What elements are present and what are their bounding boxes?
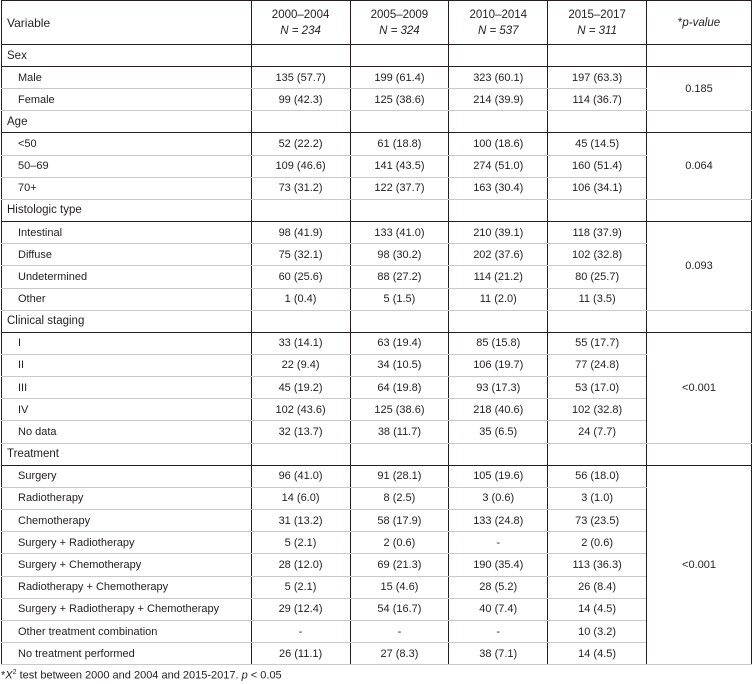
table-row <box>2 266 752 288</box>
value-cell: 29 (12.4) <box>251 598 350 620</box>
variable-header: Variable <box>2 1 252 45</box>
row-label: II <box>2 354 252 376</box>
value-cell: 122 (37.7) <box>350 177 449 199</box>
header-row <box>2 1 752 45</box>
value-cell: 11 (2.0) <box>449 288 548 310</box>
row-label: Chemotherapy <box>2 510 252 532</box>
blank-cell <box>251 199 350 221</box>
value-cell: 38 (11.7) <box>350 421 449 443</box>
pvalue-cell: <0.001 <box>647 465 752 665</box>
value-cell: 133 (24.8) <box>449 510 548 532</box>
blank-cell <box>251 310 350 332</box>
table-row <box>2 643 752 665</box>
value-cell: 102 (32.8) <box>548 244 647 266</box>
value-cell: 28 (5.2) <box>449 576 548 598</box>
value-cell: 35 (6.5) <box>449 421 548 443</box>
value-cell: 14 (4.5) <box>548 643 647 665</box>
value-cell: 60 (25.6) <box>251 266 350 288</box>
row-label: Male <box>2 67 252 89</box>
section-row <box>2 199 752 221</box>
value-cell: 24 (7.7) <box>548 421 647 443</box>
blank-cell <box>548 310 647 332</box>
row-label: Surgery + Radiotherapy + Chemotherapy <box>2 598 252 620</box>
blank-cell <box>350 45 449 67</box>
table-row <box>2 554 752 576</box>
table-row <box>2 67 752 89</box>
value-cell: 34 (10.5) <box>350 354 449 376</box>
period-header: 2000–2004 N = 234 <box>251 1 350 45</box>
period-header: 2015–2017 N = 311 <box>548 1 647 45</box>
value-cell: 52 (22.2) <box>251 133 350 155</box>
value-cell: 28 (12.0) <box>251 554 350 576</box>
table-row <box>2 354 752 376</box>
row-label: Surgery + Chemotherapy <box>2 554 252 576</box>
section-title: Age <box>2 111 252 133</box>
table-row <box>2 288 752 310</box>
table-row <box>2 244 752 266</box>
value-cell: 141 (43.5) <box>350 155 449 177</box>
section-row <box>2 443 752 465</box>
value-cell: 8 (2.5) <box>350 487 449 509</box>
table-row <box>2 487 752 509</box>
table-row <box>2 421 752 443</box>
value-cell: 125 (38.6) <box>350 89 449 111</box>
value-cell: 274 (51.0) <box>449 155 548 177</box>
value-cell: 218 (40.6) <box>449 399 548 421</box>
value-cell: 63 (19.4) <box>350 332 449 354</box>
value-cell: 323 (60.1) <box>449 67 548 89</box>
value-cell: 53 (17.0) <box>548 377 647 399</box>
row-label: IV <box>2 399 252 421</box>
value-cell: 15 (4.6) <box>350 576 449 598</box>
blank-cell <box>251 111 350 133</box>
value-cell: 73 (31.2) <box>251 177 350 199</box>
value-cell: 214 (39.9) <box>449 89 548 111</box>
row-label: Other treatment combination <box>2 620 252 642</box>
blank-cell <box>548 45 647 67</box>
table-row <box>2 532 752 554</box>
section-title: Treatment <box>2 443 252 465</box>
table-row <box>2 399 752 421</box>
value-cell: 133 (41.0) <box>350 221 449 243</box>
value-cell: 102 (32.8) <box>548 399 647 421</box>
blank-cell <box>350 443 449 465</box>
value-cell: 98 (41.9) <box>251 221 350 243</box>
row-label: <50 <box>2 133 252 155</box>
blank-cell <box>350 199 449 221</box>
value-cell: 190 (35.4) <box>449 554 548 576</box>
blank-cell <box>647 45 752 67</box>
value-cell: 210 (39.1) <box>449 221 548 243</box>
value-cell: 64 (19.8) <box>350 377 449 399</box>
row-label: Surgery <box>2 465 252 487</box>
pvalue-cell: 0.185 <box>647 67 752 111</box>
section-title: Histologic type <box>2 199 252 221</box>
blank-cell <box>251 443 350 465</box>
value-cell: 202 (37.6) <box>449 244 548 266</box>
value-cell: 5 (2.1) <box>251 576 350 598</box>
value-cell: 3 (1.0) <box>548 487 647 509</box>
table-row <box>2 133 752 155</box>
blank-cell <box>548 443 647 465</box>
value-cell: 96 (41.0) <box>251 465 350 487</box>
value-cell: 61 (18.8) <box>350 133 449 155</box>
value-cell: 91 (28.1) <box>350 465 449 487</box>
section-row <box>2 310 752 332</box>
section-title: Sex <box>2 45 252 67</box>
value-cell: 26 (8.4) <box>548 576 647 598</box>
blank-cell <box>548 111 647 133</box>
row-label: Radiotherapy + Chemotherapy <box>2 576 252 598</box>
table-row <box>2 89 752 111</box>
blank-cell <box>350 111 449 133</box>
blank-cell <box>647 310 752 332</box>
value-cell: 135 (57.7) <box>251 67 350 89</box>
pvalue-cell: 0.093 <box>647 221 752 310</box>
value-cell: 2 (0.6) <box>350 532 449 554</box>
value-cell: 31 (13.2) <box>251 510 350 532</box>
value-cell: 114 (21.2) <box>449 266 548 288</box>
value-cell: 160 (51.4) <box>548 155 647 177</box>
value-cell: 27 (8.3) <box>350 643 449 665</box>
value-cell: 163 (30.4) <box>449 177 548 199</box>
value-cell: 11 (3.5) <box>548 288 647 310</box>
row-label: I <box>2 332 252 354</box>
value-cell: 197 (63.3) <box>548 67 647 89</box>
section-row <box>2 45 752 67</box>
value-cell: 99 (42.3) <box>251 89 350 111</box>
table-row <box>2 221 752 243</box>
row-label: Undetermined <box>2 266 252 288</box>
value-cell: - <box>449 620 548 642</box>
table-row <box>2 576 752 598</box>
footnote: $*X^2$ test between 2000 and 2004 and 2015-2017. p < 0.05 <box>1 669 282 682</box>
value-cell: 3 (0.6) <box>449 487 548 509</box>
blank-cell <box>350 310 449 332</box>
value-cell: 109 (46.6) <box>251 155 350 177</box>
value-cell: 1 (0.4) <box>251 288 350 310</box>
value-cell: 85 (15.8) <box>449 332 548 354</box>
value-cell: 10 (3.2) <box>548 620 647 642</box>
row-label: 70+ <box>2 177 252 199</box>
value-cell: 106 (34.1) <box>548 177 647 199</box>
value-cell: 55 (17.7) <box>548 332 647 354</box>
value-cell: 105 (19.6) <box>449 465 548 487</box>
value-cell: 75 (32.1) <box>251 244 350 266</box>
value-cell: - <box>449 532 548 554</box>
blank-cell <box>548 199 647 221</box>
value-cell: 5 (1.5) <box>350 288 449 310</box>
blank-cell <box>449 443 548 465</box>
value-cell: 54 (16.7) <box>350 598 449 620</box>
value-cell: 58 (17.9) <box>350 510 449 532</box>
row-label: Female <box>2 89 252 111</box>
value-cell: 14 (6.0) <box>251 487 350 509</box>
table-row <box>2 377 752 399</box>
blank-cell <box>251 45 350 67</box>
value-cell: 118 (37.9) <box>548 221 647 243</box>
row-label: No data <box>2 421 252 443</box>
blank-cell <box>449 199 548 221</box>
value-cell: 22 (9.4) <box>251 354 350 376</box>
value-cell: 73 (23.5) <box>548 510 647 532</box>
value-cell: 113 (36.3) <box>548 554 647 576</box>
value-cell: 38 (7.1) <box>449 643 548 665</box>
table-row <box>2 177 752 199</box>
table-row <box>2 620 752 642</box>
row-label: Diffuse <box>2 244 252 266</box>
value-cell: 33 (14.1) <box>251 332 350 354</box>
period-header: 2005–2009 N = 324 <box>350 1 449 45</box>
table-row <box>2 465 752 487</box>
value-cell: 106 (19.7) <box>449 354 548 376</box>
table-row <box>2 332 752 354</box>
table-row <box>2 598 752 620</box>
blank-cell <box>449 45 548 67</box>
row-label: No treatment performed <box>2 643 252 665</box>
value-cell: 69 (21.3) <box>350 554 449 576</box>
row-label: Other <box>2 288 252 310</box>
value-cell: 125 (38.6) <box>350 399 449 421</box>
value-cell: 2 (0.6) <box>548 532 647 554</box>
value-cell: 32 (13.7) <box>251 421 350 443</box>
value-cell: 45 (19.2) <box>251 377 350 399</box>
value-cell: 88 (27.2) <box>350 266 449 288</box>
value-cell: 98 (30.2) <box>350 244 449 266</box>
value-cell: 5 (2.1) <box>251 532 350 554</box>
blank-cell <box>647 199 752 221</box>
section-title: Clinical staging <box>2 310 252 332</box>
row-label: Surgery + Radiotherapy <box>2 532 252 554</box>
value-cell: - <box>350 620 449 642</box>
data-table <box>1 0 752 665</box>
table-row <box>2 155 752 177</box>
row-label: Intestinal <box>2 221 252 243</box>
value-cell: 199 (61.4) <box>350 67 449 89</box>
row-label: 50–69 <box>2 155 252 177</box>
value-cell: 26 (11.1) <box>251 643 350 665</box>
value-cell: 100 (18.6) <box>449 133 548 155</box>
value-cell: 45 (14.5) <box>548 133 647 155</box>
blank-cell <box>647 111 752 133</box>
value-cell: - <box>251 620 350 642</box>
value-cell: 56 (18.0) <box>548 465 647 487</box>
table-row <box>2 510 752 532</box>
table-body <box>2 45 752 665</box>
pvalue-cell: <0.001 <box>647 332 752 443</box>
value-cell: 77 (24.8) <box>548 354 647 376</box>
section-row <box>2 111 752 133</box>
blank-cell <box>449 111 548 133</box>
blank-cell <box>647 443 752 465</box>
blank-cell <box>449 310 548 332</box>
pvalue-cell: 0.064 <box>647 133 752 200</box>
pvalue-header: *p-value <box>647 1 752 45</box>
value-cell: 80 (25.7) <box>548 266 647 288</box>
period-header: 2010–2014 N = 537 <box>449 1 548 45</box>
value-cell: 14 (4.5) <box>548 598 647 620</box>
row-label: III <box>2 377 252 399</box>
value-cell: 102 (43.6) <box>251 399 350 421</box>
row-label: Radiotherapy <box>2 487 252 509</box>
value-cell: 93 (17.3) <box>449 377 548 399</box>
value-cell: 40 (7.4) <box>449 598 548 620</box>
value-cell: 114 (36.7) <box>548 89 647 111</box>
